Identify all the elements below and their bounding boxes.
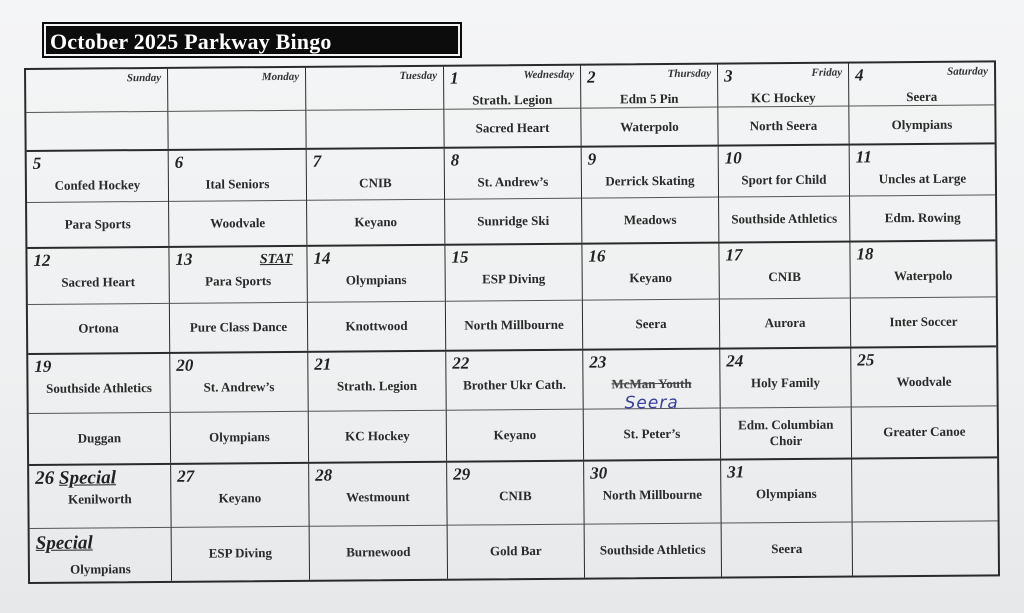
day-top-half <box>581 65 717 109</box>
day-top-half <box>27 248 168 305</box>
event-first-session: CNIB <box>359 175 392 191</box>
day-cell <box>445 148 583 244</box>
day-cell <box>444 66 582 147</box>
event-first-session: Westmount <box>346 488 410 505</box>
day-cell <box>718 64 850 145</box>
day-number: 7 <box>312 151 322 171</box>
day-cell <box>308 352 447 462</box>
event-first-session: Waterpolo <box>893 267 953 284</box>
day-cell <box>168 68 307 149</box>
day-cell <box>26 69 169 150</box>
day-cell <box>307 246 446 351</box>
weekday-label: Sunday <box>126 71 162 85</box>
event-second-session: Southside Athletics <box>731 210 838 227</box>
event-second-session: Seera <box>635 316 667 332</box>
day-top-half <box>170 353 307 413</box>
day-cell <box>720 349 852 459</box>
event-second-session: Greater Canoe <box>883 423 966 440</box>
event-second-session: Keyano <box>493 426 537 443</box>
day-number: 23 <box>589 352 607 372</box>
day-top-half <box>719 146 849 198</box>
event-first-session: KC Hockey <box>750 89 816 106</box>
day-bottom-half <box>170 303 307 352</box>
day-number: 27 <box>177 466 195 486</box>
day-bottom-half <box>447 409 583 460</box>
day-top-half <box>27 151 168 203</box>
event-second-session: ESP Diving <box>208 545 272 561</box>
day-bottom-half <box>722 522 852 576</box>
day-top-half <box>850 144 995 196</box>
event-first-session: Uncles at Large <box>878 170 967 187</box>
day-top-half <box>171 464 308 528</box>
day-cell <box>307 149 446 245</box>
day-number: 14 <box>313 248 331 268</box>
day-top-half <box>447 462 583 526</box>
event-first-session: Olympians <box>755 485 817 502</box>
event-first-session: St. Andrew’s <box>203 379 275 395</box>
day-bottom-half <box>172 526 309 580</box>
day-top-half <box>719 243 849 300</box>
day-number: 6 <box>174 152 184 172</box>
day-cell <box>29 465 172 582</box>
day-bottom-half <box>584 408 720 459</box>
calendar-week <box>27 241 996 355</box>
event-first-session: Kenilworth <box>68 491 132 507</box>
day-bottom-half <box>307 200 444 245</box>
event-second-session: Sacred Heart <box>475 119 550 136</box>
event-second-session: Meadows <box>623 212 677 228</box>
event-first-session: St. Andrew’s <box>477 173 549 190</box>
day-top-half <box>720 349 850 409</box>
weekday-label: Tuesday <box>399 69 438 83</box>
day-number: 28 <box>315 465 333 485</box>
day-cell <box>582 147 720 243</box>
day-bottom-half <box>171 412 308 463</box>
day-number: 30 <box>590 463 608 483</box>
day-number: 25 <box>857 350 875 370</box>
day-cell <box>170 353 309 463</box>
day-bottom-half <box>308 302 445 351</box>
day-cell <box>306 67 445 148</box>
event-first-session: Sacred Heart <box>61 274 136 290</box>
day-number: 8 <box>450 150 460 170</box>
day-number: 11 <box>855 147 872 167</box>
day-top-half <box>308 352 445 412</box>
day-cell <box>581 65 719 146</box>
day-cell <box>850 144 996 240</box>
day-cell <box>169 150 308 246</box>
day-cell <box>309 463 448 580</box>
day-top-half <box>718 64 848 108</box>
event-first-session: Derrick Skating <box>605 172 695 189</box>
day-number: 3 <box>724 66 733 86</box>
day-cell <box>169 247 308 352</box>
calendar-week <box>28 347 997 466</box>
day-number: 31 <box>727 462 745 482</box>
day-top-half <box>29 465 170 529</box>
day-bottom-half <box>582 198 718 243</box>
event-second-session: Woodvale <box>210 215 266 231</box>
day-bottom-half <box>29 413 170 464</box>
event-second-session: Pure Class Dance <box>189 319 288 335</box>
day-bottom-half <box>585 523 721 577</box>
event-second-session: KC Hockey <box>345 427 410 444</box>
day-number: 1 <box>450 68 459 88</box>
day-number: 22 <box>452 353 470 373</box>
day-top-half <box>849 62 994 106</box>
day-cell <box>721 460 853 577</box>
calendar-week <box>27 144 996 249</box>
day-number: 19 <box>34 356 52 376</box>
handwritten-correction: Seera <box>624 392 679 414</box>
day-number: 13 <box>175 249 193 269</box>
day-top-half <box>446 351 582 411</box>
day-number: 9 <box>587 149 597 169</box>
day-number: 2 <box>587 67 596 87</box>
day-bottom-half <box>169 201 306 246</box>
event-second-session: Sunridge Ski <box>477 213 550 229</box>
calendar-week <box>26 62 995 152</box>
event-second-session: Ortona <box>78 320 119 336</box>
event-first-session: Seera <box>906 88 938 105</box>
day-bottom-half <box>306 110 443 148</box>
day-cell <box>171 464 310 581</box>
day-bottom-half <box>309 411 446 462</box>
event-second-session: Olympians <box>70 561 131 577</box>
weekday-label: Thursday <box>667 67 712 80</box>
day-bottom-half <box>445 199 581 244</box>
day-number: 26 Special <box>35 467 117 489</box>
day-number: 20 <box>176 355 194 375</box>
event-first-session: Para Sports <box>205 273 272 289</box>
day-top-half <box>307 246 444 303</box>
day-bottom-half <box>27 202 168 247</box>
event-first-session: ESP Diving <box>482 270 546 287</box>
event-second-session: Keyano <box>354 214 398 230</box>
day-number: 16 <box>588 246 606 266</box>
day-bottom-half <box>720 299 850 348</box>
day-cell <box>446 351 584 461</box>
day-cell <box>719 146 851 242</box>
day-cell <box>850 241 996 346</box>
event-second-session: Knottwood <box>345 318 408 334</box>
day-cell <box>719 243 851 348</box>
day-cell <box>582 244 720 349</box>
day-top-half <box>850 241 995 298</box>
event-first-session: Southside Athletics <box>46 380 152 396</box>
day-bottom-half <box>28 304 169 353</box>
event-second-session: Aurora <box>764 314 806 331</box>
day-top-half <box>583 350 719 414</box>
stat-holiday-label: STAT <box>259 251 293 268</box>
day-top-half <box>852 458 997 522</box>
event-second-session: Olympians <box>891 116 953 132</box>
day-bottom-half <box>583 300 719 349</box>
day-number: 5 <box>32 153 42 173</box>
event-second-session: North Millbourne <box>464 316 564 333</box>
event-second-session: Waterpolo <box>620 118 679 134</box>
day-cell <box>28 354 171 464</box>
event-second-session: Inter Soccer <box>889 313 958 330</box>
event-second-session: St. Peter’s <box>623 425 681 442</box>
event-first-session: Woodvale <box>896 373 952 390</box>
day-top-half <box>28 354 169 414</box>
event-second-session: Burnewood <box>346 544 411 560</box>
day-bottom-half <box>853 521 998 575</box>
event-second-session: Olympians <box>209 429 270 445</box>
calendar-week <box>29 458 998 582</box>
event-first-session: Ital Seniors <box>205 176 270 192</box>
event-first-session: Edm 5 Pin <box>619 90 679 107</box>
event-first-session: CNIB <box>768 268 801 285</box>
day-top-half <box>445 148 581 200</box>
day-top-half <box>582 244 718 301</box>
weekday-label: Wednesday <box>523 68 575 82</box>
day-bottom-half <box>718 107 848 145</box>
day-cell <box>851 347 997 457</box>
weekday-label: Saturday <box>947 65 989 78</box>
event-first-session: CNIB <box>499 488 532 504</box>
event-first-session: Strath. Legion <box>336 377 418 394</box>
day-number: 15 <box>451 247 469 267</box>
day-number: 21 <box>314 354 332 374</box>
day-top-half <box>445 245 581 302</box>
day-number: 12 <box>33 250 51 270</box>
day-bottom-half <box>849 106 994 144</box>
day-cell <box>27 248 170 353</box>
day-top-half <box>584 461 720 525</box>
day-bottom-half <box>719 197 849 242</box>
day-top-half <box>168 68 305 112</box>
day-top-half <box>309 463 446 527</box>
event-first-session: Strath. Legion <box>472 91 553 108</box>
event-second-session: Gold Bar <box>489 543 542 559</box>
special-label: Special <box>58 467 117 489</box>
day-top-half <box>306 67 443 111</box>
day-number: 4 <box>855 65 864 85</box>
day-bottom-half <box>852 406 997 457</box>
event-first-session: North Millbourne <box>602 486 703 503</box>
day-bottom-half <box>581 108 717 146</box>
event-first-session: Sport for Child <box>741 171 827 188</box>
event-first-session: Keyano <box>218 490 262 506</box>
event-first-session: Keyano <box>629 269 673 286</box>
day-number: 29 <box>453 464 471 484</box>
day-bottom-half <box>444 109 580 147</box>
event-second-session: Southside Athletics <box>599 541 706 558</box>
day-top-half <box>307 149 444 201</box>
day-bottom-half <box>26 112 167 150</box>
day-top-half <box>851 347 996 407</box>
event-first-session: Holy Family <box>750 374 821 391</box>
day-bottom-half <box>850 196 995 241</box>
day-top-half <box>721 460 851 524</box>
event-second-session: North Seera <box>749 117 818 133</box>
day-number: 24 <box>726 351 744 371</box>
day-top-half <box>169 150 306 202</box>
weekday-label: Friday <box>811 66 843 79</box>
day-number: 18 <box>856 244 874 264</box>
event-second-session: Seera <box>771 541 803 557</box>
day-cell <box>584 461 722 578</box>
weekday-label: Monday <box>261 70 300 84</box>
day-cell <box>849 62 995 143</box>
day-cell <box>447 462 585 579</box>
day-cell <box>583 350 721 460</box>
day-bottom-half <box>168 111 305 149</box>
day-bottom-half <box>446 301 582 350</box>
event-first-session: McMan Youth <box>611 375 692 392</box>
day-cell <box>445 245 583 350</box>
event-first-session: Confed Hockey <box>54 177 141 193</box>
day-bottom-half <box>310 525 447 579</box>
day-top-half <box>444 66 580 110</box>
day-top-half <box>582 147 718 199</box>
event-first-session: Brother Ukr Cath. <box>462 376 567 393</box>
day-top-half <box>26 69 167 113</box>
day-number: 10 <box>724 148 742 168</box>
day-number: 17 <box>725 245 743 265</box>
page-title: October 2025 Parkway Bingo <box>42 22 462 58</box>
day-bottom-half <box>721 407 851 458</box>
day-cell <box>852 458 998 575</box>
day-cell <box>27 151 170 247</box>
event-second-session: Duggan <box>77 430 122 446</box>
day-bottom-half <box>30 528 171 582</box>
day-bottom-half <box>448 524 584 578</box>
special-label: Special <box>35 532 93 554</box>
event-second-session: Edm. Rowing <box>884 209 961 226</box>
calendar-grid <box>24 60 1000 584</box>
event-second-session: Edm. Columbian Choir <box>738 416 834 449</box>
event-first-session: Olympians <box>345 272 407 288</box>
event-second-session: Para Sports <box>64 216 131 232</box>
day-bottom-half <box>851 298 996 347</box>
day-top-half <box>169 247 306 304</box>
